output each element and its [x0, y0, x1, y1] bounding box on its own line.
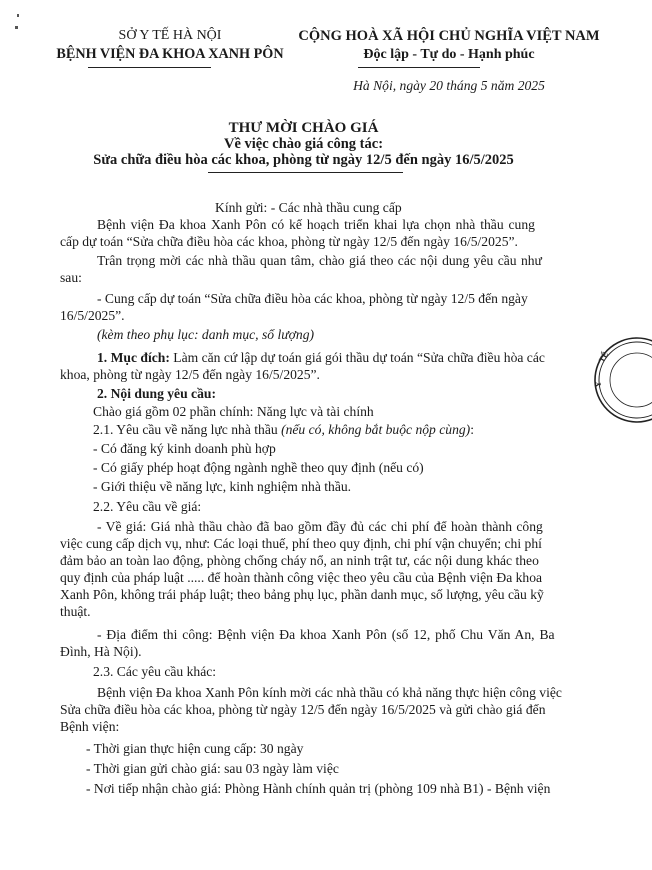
supply-item: - Cung cấp dự toán “Sửa chữa điều hòa các khoa, phòng từ ngày 12/5 đến ngày	[97, 291, 528, 306]
price-paragraph: quy định của pháp luật ..... để hoàn thành công việc theo yêu cầu của Bệnh viện Đa khoa	[60, 570, 543, 585]
capacity-heading	[93, 421, 474, 438]
hospital-underline	[88, 67, 211, 68]
stamp-text: Y	[593, 381, 603, 388]
content-summary: Chào giá gồm 02 phần chính: Năng lực và tài chính	[93, 404, 374, 419]
stamp-text: TẾ	[596, 350, 611, 364]
other-item: - Thời gian gửi chào giá: sau 03 ngày làm việc	[86, 761, 339, 776]
other-heading: 2.3. Các yêu cầu khác:	[93, 664, 217, 679]
invite-paragraph: sau:	[60, 270, 82, 285]
official-stamp	[592, 335, 652, 425]
price-paragraph: Xanh Pôn, không trái pháp luật; theo bảng phụ lục, phần danh mục, số lượng, yêu cầu kỹ	[60, 587, 544, 602]
motto-underline	[358, 67, 480, 68]
purpose-paragraph	[97, 349, 545, 366]
document-date: Hà Nội, ngày 20 tháng 5 năm 2025	[353, 78, 545, 93]
other-paragraph: Sửa chữa điều hòa các khoa, phòng từ ngày 12/5 đến ngày 16/5/2025 và gửi chào giá đến	[60, 702, 546, 717]
other-paragraph: Bệnh viện Đa khoa Xanh Pôn kính mời các nhà thầu có khả năng thực hiện công việc	[97, 685, 562, 700]
other-paragraph: Bệnh viện:	[60, 719, 120, 734]
national-motto: Độc lập - Tự do - Hạnh phúc	[363, 47, 535, 62]
purpose-text: Làm căn cứ lập dự toán giá gói thầu dự toán “Sửa chữa điều hòa các	[169, 350, 545, 365]
capacity-colon: :	[470, 422, 474, 437]
scan-mark	[15, 26, 18, 29]
subject-underline	[208, 172, 403, 173]
purpose-label: 1. Mục đích:	[97, 350, 170, 365]
intro-paragraph: Bệnh viện Đa khoa Xanh Pôn có kế hoạch triển khai lựa chọn nhà thầu cung	[97, 217, 535, 232]
other-item: - Thời gian thực hiện cung cấp: 30 ngày	[86, 741, 304, 756]
capacity-label: 2.1. Yêu cầu về năng lực nhà thầu	[93, 422, 282, 437]
department-name: SỞ Y TẾ HÀ NỘI	[118, 28, 222, 43]
document-title: THƯ MỜI CHÀO GIÁ	[228, 120, 379, 136]
stamp-center-ring	[610, 353, 652, 407]
price-heading: 2.2. Yêu cầu về giá:	[93, 499, 202, 514]
intro-paragraph: cấp dự toán “Sửa chữa điều hòa các khoa, phòng từ ngày 12/5 đến ngày 16/5/2025”.	[60, 234, 518, 249]
stamp-outer-ring	[595, 338, 652, 422]
hospital-name: BỆNH VIỆN ĐA KHOA XANH PÔN	[56, 46, 284, 62]
content-label: 2. Nội dung yêu cầu:	[97, 386, 216, 401]
price-paragraph: đảm bảo an toàn lao động, phòng chống cháy nổ, an ninh trật tư, các nội dung khác theo	[60, 553, 539, 568]
country-name: CỘNG HOÀ XÃ HỘI CHỦ NGHĨA VIỆT NAM	[298, 28, 600, 44]
price-paragraph: - Về giá: Giá nhà thầu chào đã bao gồm đầy đủ các chi phí để hoàn thành công	[97, 519, 543, 534]
appendix-note: (kèm theo phụ lục: danh mục, số lượng)	[97, 327, 315, 342]
other-item: - Nơi tiếp nhận chào giá: Phòng Hành chính quản trị (phòng 109 nhà B1) - Bệnh viện	[86, 781, 551, 796]
capacity-item: - Có giấy phép hoạt động ngành nghề theo quy định (nếu có)	[93, 460, 424, 475]
document-subtitle: Về việc chào giá công tác:	[223, 136, 384, 152]
invite-paragraph: Trân trọng mời các nhà thầu quan tâm, chào giá theo các nội dung yêu cầu như	[97, 253, 542, 268]
capacity-item: - Giới thiệu về năng lực, kinh nghiệm nhà thầu.	[93, 479, 352, 494]
price-paragraph: việc cung cấp dịch vụ, như: Các loại thuế, phí theo quy định, chi phí vận chuyển; chi phí	[60, 536, 542, 551]
purpose-paragraph: khoa, phòng từ ngày 12/5 đến ngày 16/5/2025”.	[60, 367, 320, 382]
scan-mark	[17, 14, 19, 17]
capacity-item: - Có đăng ký kinh doanh phù hợp	[93, 441, 276, 456]
location-item: - Địa điểm thi công: Bệnh viện Đa khoa Xanh Pôn (số 12, phố Chu Văn An, Ba	[97, 627, 555, 642]
document-subject: Sửa chữa điều hòa các khoa, phòng từ ngày 12/5 đến ngày 16/5/2025	[93, 152, 514, 168]
location-item: Đình, Hà Nội).	[60, 644, 142, 659]
supply-item: 16/5/2025”.	[60, 308, 125, 323]
capacity-note: (nếu có, không bắt buộc nộp cùng)	[281, 422, 471, 437]
greeting: Kính gửi: - Các nhà thầu cung cấp	[215, 200, 402, 215]
price-paragraph: thuật.	[60, 604, 91, 619]
